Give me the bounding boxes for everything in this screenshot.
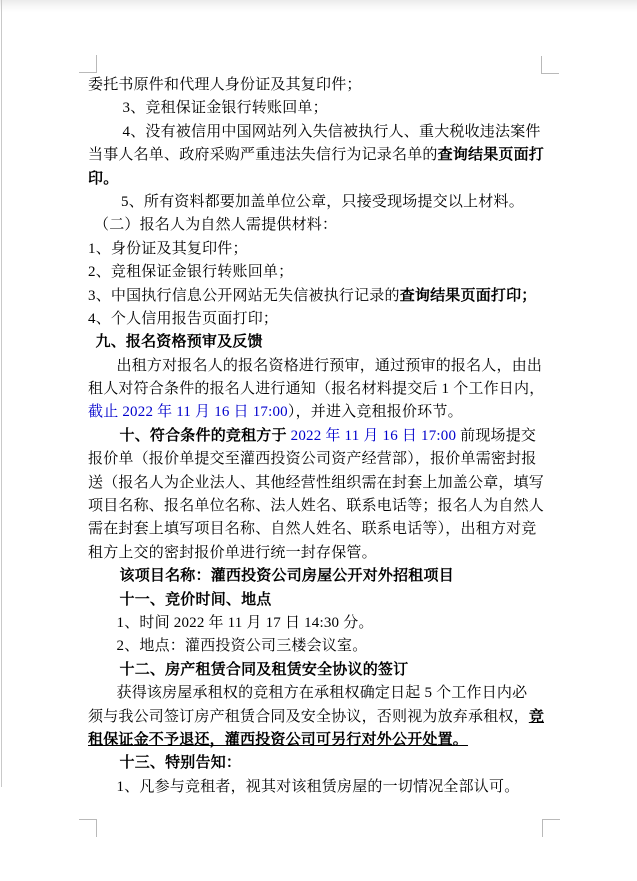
document-text bbox=[88, 74, 558, 799]
text-segment: 出租方对报名人的报名资格进行预审，通过预审的报名人，由出 bbox=[116, 357, 543, 374]
text-line bbox=[88, 612, 558, 635]
text-segment: 印。 bbox=[88, 170, 119, 187]
text-segment: 4、个人信用报告页面打印； bbox=[88, 310, 279, 327]
text-segment: 竞 bbox=[528, 708, 545, 725]
text-line bbox=[88, 285, 558, 308]
text-segment: 2022 年 11 月 16 日 17:00 bbox=[290, 427, 461, 444]
crop-mark-top-left bbox=[79, 55, 97, 73]
text-line bbox=[88, 448, 558, 471]
text-segment: 项目名称、报名单位名称、法人姓名、联系电话等；报名人为自然人 bbox=[88, 498, 545, 515]
text-line bbox=[88, 729, 558, 752]
text-segment: 租人对符合条件的报名人进行通知（报名材料提交后 1 个工作日内， bbox=[88, 381, 545, 398]
text-line bbox=[88, 472, 558, 495]
text-line bbox=[88, 401, 558, 424]
text-line bbox=[88, 495, 558, 518]
text-segment: 十一、竞价时间、地点 bbox=[119, 591, 272, 608]
text-segment: 需在封套上填写项目名称、自然人姓名、联系电话等），出租方对竞 bbox=[88, 521, 537, 538]
text-line bbox=[88, 331, 558, 354]
text-segment: 送（报名人为企业法人、其他经营性组织需在封套上加盖公章，填写 bbox=[88, 474, 545, 491]
text-segment: 报价单（报价单提交至灌西投资公司资产经营部），报价单需密封报 bbox=[88, 451, 537, 468]
text-segment: 委托书原件和代理人身份证及其复印件； bbox=[88, 77, 362, 93]
text-line bbox=[88, 261, 558, 284]
text-line bbox=[88, 565, 558, 588]
text-segment: 截止 2022 年 11 月 16 日 17:00 bbox=[88, 404, 288, 421]
text-segment: 3、中国执行信息公开网站无失信被执行记录的 bbox=[88, 287, 400, 304]
text-segment: 3、竞租保证金银行转账回单； bbox=[122, 100, 328, 117]
crop-mark-bottom-left bbox=[79, 819, 97, 837]
text-segment: 当事人名单、政府采购严重违法失信行为记录名单的 bbox=[88, 147, 438, 164]
text-line bbox=[88, 308, 558, 331]
text-segment: 租保证金不予退还，灌西投资公司可另行对外公开处置。 bbox=[88, 731, 469, 748]
text-line bbox=[88, 97, 558, 120]
text-line bbox=[88, 752, 558, 775]
text-line bbox=[88, 706, 558, 729]
page-top-edge-shadow bbox=[0, 0, 637, 12]
text-line bbox=[88, 776, 558, 799]
text-segment: 5、所有资料都要加盖单位公章，只接受现场提交以上材料。 bbox=[121, 193, 524, 210]
text-segment: 该项目名称：灌西投资公司房屋公开对外招租项目 bbox=[119, 568, 454, 585]
text-line bbox=[88, 355, 558, 378]
text-line bbox=[88, 191, 558, 214]
text-line bbox=[88, 589, 558, 612]
text-segment: 2、竞租保证金银行转账回单； bbox=[88, 264, 294, 281]
text-segment: 九、报名资格预审及反馈 bbox=[95, 334, 263, 351]
crop-mark-top-right bbox=[541, 56, 559, 74]
text-segment: 查询结果页面打 bbox=[437, 147, 545, 164]
text-segment: 十二、房产租赁合同及租赁安全协议的签订 bbox=[119, 661, 409, 678]
text-line bbox=[88, 214, 558, 237]
text-line bbox=[88, 121, 558, 144]
text-segment: 4、没有被信用中国网站列入失信被执行人、重大税收违法案件 bbox=[122, 123, 541, 140]
text-line bbox=[88, 659, 558, 682]
text-segment: 十、符合条件的竞租方于 bbox=[119, 427, 291, 444]
text-line bbox=[88, 682, 558, 705]
text-segment: 查询结果页面打印； bbox=[399, 287, 537, 304]
text-line bbox=[88, 238, 558, 261]
text-segment: 获得该房屋承租权的竞租方在承租权确定日起 5 个工作日内必 bbox=[116, 685, 528, 702]
text-segment: 1、时间 2022 年 11 月 17 日 14:30 分。 bbox=[116, 614, 374, 631]
text-segment: （二）报名人为自然人需提供材料： bbox=[94, 217, 338, 234]
text-segment: 前现场提交 bbox=[460, 427, 537, 444]
text-line bbox=[88, 425, 558, 448]
text-segment: 1、身份证及其复印件； bbox=[88, 240, 248, 257]
text-line bbox=[88, 144, 558, 167]
page-left-edge-line bbox=[1, 0, 2, 787]
text-line bbox=[88, 542, 558, 565]
crop-mark-bottom-right bbox=[542, 819, 560, 837]
text-line bbox=[88, 168, 558, 191]
text-segment: 1、凡参与竞租者，视其对该租赁房屋的一切情况全部认可。 bbox=[116, 778, 520, 795]
text-segment: 租方上交的密封报价单进行统一封存保管。 bbox=[88, 544, 377, 561]
text-line bbox=[88, 635, 558, 658]
text-line bbox=[88, 518, 558, 541]
text-line bbox=[88, 74, 558, 97]
text-line bbox=[88, 378, 558, 401]
text-segment: 须与我公司签订房产租赁合同及安全协议，否则视为放弃承租权， bbox=[88, 708, 529, 725]
text-segment: 2、地点：灌西投资公司三楼会议室。 bbox=[116, 638, 368, 655]
text-segment: ），并进入竞租报价环节。 bbox=[287, 404, 463, 421]
text-segment: 十三、特别告知： bbox=[119, 755, 242, 772]
